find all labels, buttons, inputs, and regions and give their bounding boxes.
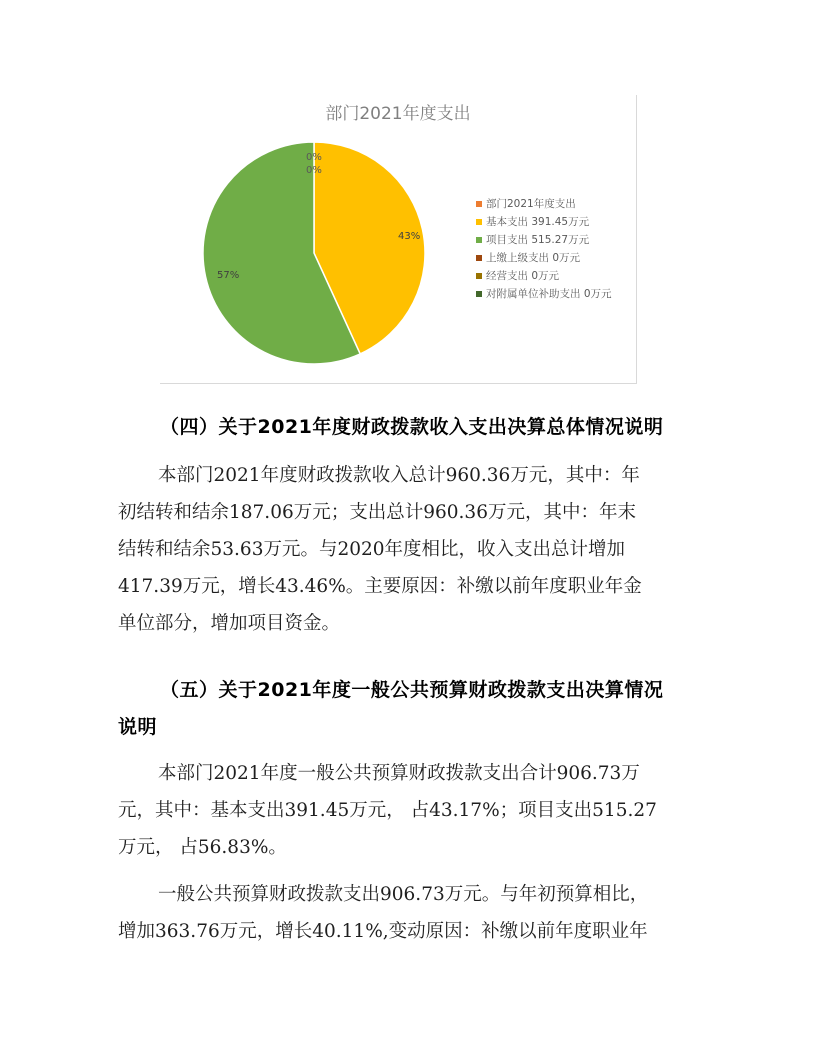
paragraph-line: 结转和结余53.63万元。与2020年度相比，收入支出总计增加 xyxy=(118,539,626,560)
legend-swatch xyxy=(476,291,482,297)
legend-item xyxy=(476,213,612,231)
paragraph-line: 初结转和结余187.06万元；支出总计960.36万元，其中：年末 xyxy=(118,502,636,523)
legend-item xyxy=(476,249,612,267)
slice-label-project: 57% xyxy=(217,270,240,281)
legend-item xyxy=(476,195,612,213)
chart-title: 部门2021年度支出 xyxy=(325,104,471,124)
legend-item xyxy=(476,231,612,249)
pie-chart xyxy=(160,95,637,384)
legend-swatch xyxy=(476,201,482,207)
legend-label: 基本支出 391.45万元 xyxy=(486,216,590,228)
paragraph-line: 417.39万元，增长43.46%。主要原因：补缴以前年度职业年金 xyxy=(118,576,642,597)
legend-label: 项目支出 515.27万元 xyxy=(486,234,590,246)
paragraph-line: 增加363.76万元，增长40.11%,变动原因：补缴以前年度职业年 xyxy=(118,921,648,942)
legend-item xyxy=(476,285,612,303)
paragraph-line: 一般公共预算财政拨款支出906.73万元。与年初预算相比， xyxy=(158,884,649,905)
slice-label-zero-1: 0% xyxy=(306,152,322,163)
section-5-paragraph-1 xyxy=(118,755,698,866)
paragraph-line: 单位部分，增加项目资金。 xyxy=(118,613,341,634)
slice-label-zero-2: 0% xyxy=(306,165,322,176)
paragraph-line: 本部门2021年度一般公共预算财政拨款支出合计906.73万 xyxy=(158,763,640,784)
section-5-heading: （五）关于2021年度一般公共预算财政拨款支出决算情况 xyxy=(160,679,664,701)
paragraph-line: 本部门2021年度财政拨款收入总计960.36万元，其中：年 xyxy=(158,465,640,486)
legend-swatch xyxy=(476,237,482,243)
chart-legend xyxy=(476,195,612,303)
slice-label-basic: 43% xyxy=(398,231,421,242)
section-4-heading: （四）关于2021年度财政拨款收入支出决算总体情况说明 xyxy=(160,416,664,438)
section-4-paragraph xyxy=(118,457,698,642)
legend-label: 部门2021年度支出 xyxy=(486,198,576,210)
section-5-heading-cont: 说明 xyxy=(118,716,158,738)
legend-swatch xyxy=(476,255,482,261)
paragraph-line: 元，其中：基本支出391.45万元， 占43.17%；项目支出515.27 xyxy=(118,800,657,821)
section-5-paragraph-2 xyxy=(118,876,698,950)
paragraph-line: 万元， 占56.83%。 xyxy=(118,837,287,858)
legend-label: 上缴上级支出 0万元 xyxy=(486,252,581,264)
legend-label: 经营支出 0万元 xyxy=(486,270,560,282)
legend-label: 对附属单位补助支出 0万元 xyxy=(486,288,612,300)
legend-swatch xyxy=(476,219,482,225)
legend-swatch xyxy=(476,273,482,279)
legend-item xyxy=(476,267,612,285)
